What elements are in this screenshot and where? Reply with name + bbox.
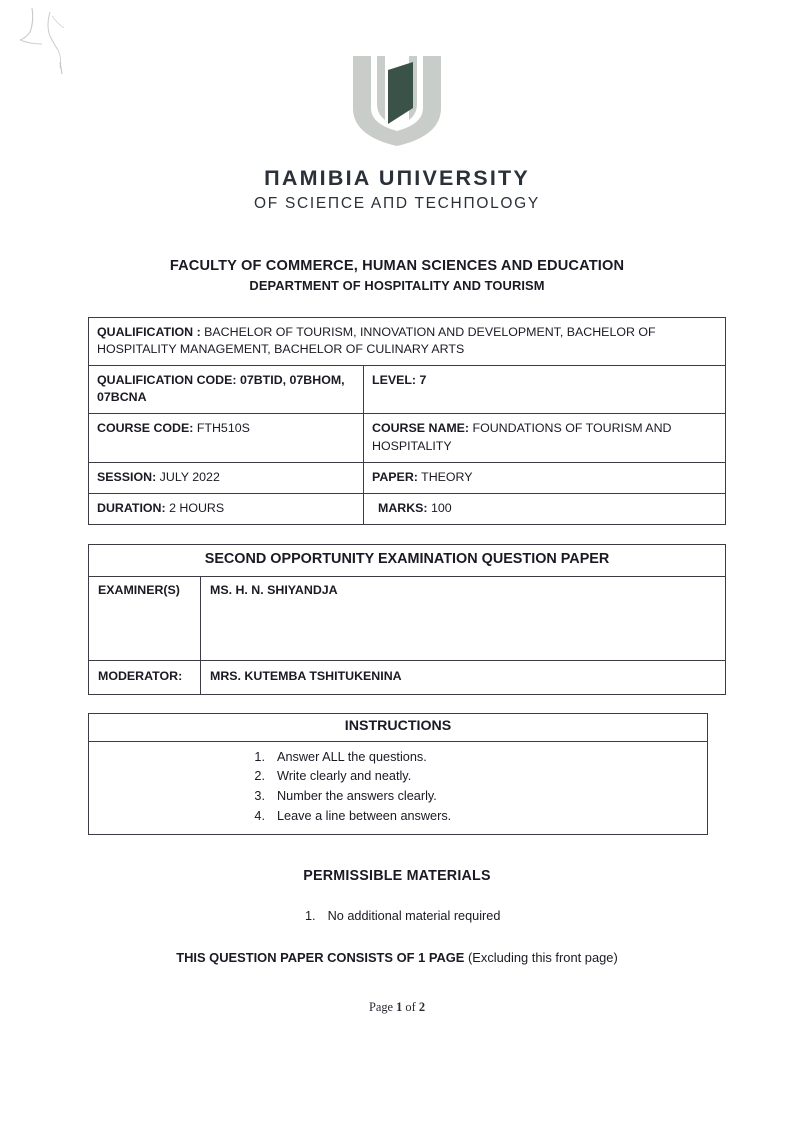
duration-label: DURATION: <box>97 500 166 515</box>
page-count-bold: THIS QUESTION PAPER CONSISTS OF 1 PAGE <box>176 950 465 965</box>
institution-logo-block <box>0 52 794 214</box>
footer-total-pages: 2 <box>418 1000 426 1014</box>
examiner-label: EXAMINER(S) <box>89 576 201 660</box>
page-count-rest: (Excluding this front page) <box>464 950 618 965</box>
qualification-table <box>88 317 726 525</box>
list-item-number: 1. <box>254 749 265 764</box>
session-value: JULY 2022 <box>159 469 220 484</box>
exam-paper-title: SECOND OPPORTUNITY EXAMINATION QUESTION PAPER <box>89 545 726 577</box>
instructions-list <box>239 748 699 827</box>
instructions-body <box>89 741 708 835</box>
institution-wordmark <box>0 166 794 214</box>
table-row-qualification <box>89 318 726 366</box>
course-name-cell <box>364 414 726 462</box>
duration-value: 2 HOURS <box>169 500 225 515</box>
list-item <box>239 767 699 787</box>
table-row-instructions-title <box>89 714 708 742</box>
session-cell <box>89 462 364 493</box>
department-name: DEPARTMENT OF HOSPITALITY AND TOURISM <box>249 278 545 294</box>
course-name-label: COURSE NAME: <box>372 421 470 436</box>
page-footer <box>0 1000 794 1015</box>
list-item <box>294 910 501 924</box>
list-item-text: Write clearly and neatly. <box>277 769 412 784</box>
list-item <box>239 748 699 768</box>
list-item-text: Answer ALL the questions. <box>277 749 427 764</box>
faculty-name: FACULTY OF COMMERCE, HUMAN SCIENCES AND EDUCATION <box>169 258 625 274</box>
nust-shield-logo-icon <box>343 52 451 148</box>
table-row-instructions-body <box>89 741 708 835</box>
paper-cell <box>364 462 726 493</box>
course-code-cell <box>89 414 364 462</box>
moderator-value: MRS. KUTEMBA TSHITUKENINA <box>201 660 726 694</box>
list-item-number: 2. <box>254 769 265 784</box>
page-count-statement <box>0 950 794 965</box>
qualification-cell <box>89 318 726 366</box>
footer-middle: of <box>402 1000 419 1014</box>
permissible-materials-list <box>294 910 501 924</box>
institution-name-line2: OF SCIEΠCE AΠD TECHΠOLOGY <box>254 195 540 213</box>
list-item-text: Leave a line between answers. <box>277 808 452 823</box>
table-row-course <box>89 414 726 462</box>
qualification-code-value: 07BTID, 07BHOM, 07BCNA <box>97 373 345 405</box>
marks-value: 100 <box>431 500 452 515</box>
qualification-code-label: QUALIFICATION CODE: <box>97 373 237 388</box>
footer-prefix: Page <box>368 1000 397 1014</box>
permissible-materials-title: PERMISSIBLE MATERIALS <box>303 868 491 884</box>
level-cell <box>364 366 726 414</box>
list-item-text: Number the answers clearly. <box>277 789 437 803</box>
marks-label: MARKS: <box>378 500 428 515</box>
table-row-session-paper <box>89 462 726 493</box>
instructions-table <box>88 713 708 835</box>
qualification-code-cell <box>89 366 364 414</box>
level-label: LEVEL: <box>372 373 417 388</box>
examiner-table <box>88 544 726 695</box>
course-code-label: COURSE CODE: <box>97 421 194 436</box>
level-value: 7 <box>419 373 427 388</box>
duration-cell <box>89 493 364 524</box>
table-row-code-level <box>89 366 726 414</box>
footer-current-page: 1 <box>396 1000 403 1014</box>
list-item-number: 1. <box>305 909 316 923</box>
list-item <box>239 807 699 827</box>
session-label: SESSION: <box>97 469 157 484</box>
institution-name-line1: ΠAMIBIA UΠIVERSITY <box>264 166 530 190</box>
qualification-value: BACHELOR OF TOURISM, INNOVATION AND DEVELOPMENT, BACHELOR OF HOSPITALITY MANAGEMENT, BACHELOR OF CULINARY ARTS <box>97 325 656 357</box>
course-code-value: FTH510S <box>196 421 250 436</box>
list-item <box>239 787 699 807</box>
table-row-examiner <box>89 576 726 660</box>
moderator-label: MODERATOR: <box>89 660 201 694</box>
examiner-value: MS. H. N. SHIYANDJA <box>201 576 726 660</box>
course-name-value: FOUNDATIONS OF TOURISM AND HOSPITALITY <box>372 421 672 453</box>
table-row-duration-marks <box>89 493 726 524</box>
list-item-number: 3. <box>254 789 265 803</box>
instructions-title: INSTRUCTIONS <box>89 714 708 742</box>
list-item-number: 4. <box>254 808 265 823</box>
table-row-moderator <box>89 660 726 694</box>
table-row-exam-title <box>89 545 726 577</box>
qualification-label: QUALIFICATION : <box>97 325 201 339</box>
list-item-text: No additional material required <box>327 909 501 923</box>
paper-value: THEORY <box>421 469 473 484</box>
faculty-heading <box>0 256 794 296</box>
marks-cell <box>364 493 726 524</box>
permissible-materials-block <box>0 868 794 925</box>
paper-label: PAPER: <box>372 469 418 484</box>
